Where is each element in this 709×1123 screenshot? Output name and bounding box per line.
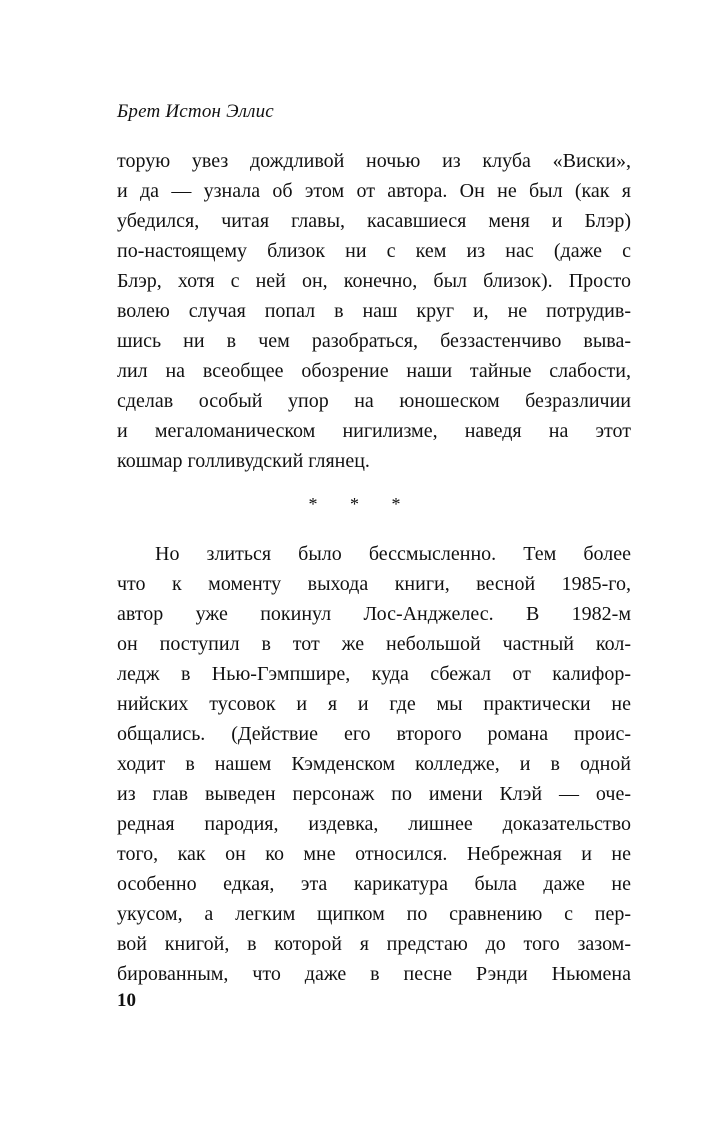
text-line: ходит в нашем Кэмденском колледже, и в одной	[117, 753, 631, 775]
text-line: Блэр, хотя с ней он, конечно, был близок). Просто	[117, 270, 631, 292]
text-line: по-настоящему близок ни с кем из нас (даже с	[117, 240, 631, 262]
text-line: укусом, а легким щипком по сравнению с пер-	[117, 903, 631, 925]
text-line: шись ни в чем разобраться, беззастенчиво выва-	[117, 330, 631, 352]
text-line: того, как он ко мне относился. Небрежная и не	[117, 843, 631, 865]
paragraph-continued	[117, 146, 631, 476]
text-line: автор уже покинул Лос-Анджелес. В 1982-м	[117, 603, 631, 625]
text-line: убедился, читая главы, касавшиеся меня и Блэр)	[117, 210, 631, 232]
text-line: вой книгой, в которой я предстаю до того зазом-	[117, 933, 631, 955]
section-separator: * * *	[308, 494, 415, 514]
text-line: из глав выведен персонаж по имени Клэй — оче-	[117, 783, 631, 805]
paragraph	[117, 539, 631, 989]
text-line: сделав особый упор на юношеском безразличии	[117, 390, 631, 412]
text-line: волею случая попал в наш круг и, не потрудив-	[117, 300, 631, 322]
text-line: особенно едкая, эта карикатура была даже не	[117, 873, 631, 895]
text-line: и мегаломаническом нигилизме, наведя на этот	[117, 420, 631, 442]
page-number: 10	[117, 990, 136, 1011]
running-head: Брет Истон Эллис	[117, 101, 274, 122]
text-line: нийских тусовок и я и где мы практически не	[117, 693, 631, 715]
text-line: он поступил в тот же небольшой частный кол-	[117, 633, 631, 655]
text-line: что к моменту выхода книги, весной 1985-го,	[117, 573, 631, 595]
text-line: торую увез дождливой ночью из клуба «Виски»,	[117, 150, 631, 172]
text-line: лил на всеобщее обозрение наши тайные слабости,	[117, 360, 631, 382]
text-line: Но злиться было бессмысленно. Тем более	[155, 543, 631, 565]
text-line: ледж в Нью-Гэмпшире, куда сбежал от калифор-	[117, 663, 631, 685]
text-line: бированным, что даже в песне Рэнди Ньюмена	[117, 963, 631, 985]
text-line: и да — узнала об этом от автора. Он не был (как я	[117, 180, 631, 202]
text-line: кошмар голливудский глянец.	[117, 450, 370, 472]
text-line: редная пародия, издевка, лишнее доказательство	[117, 813, 631, 835]
text-line: общались. (Действие его второго романа проис-	[117, 723, 631, 745]
